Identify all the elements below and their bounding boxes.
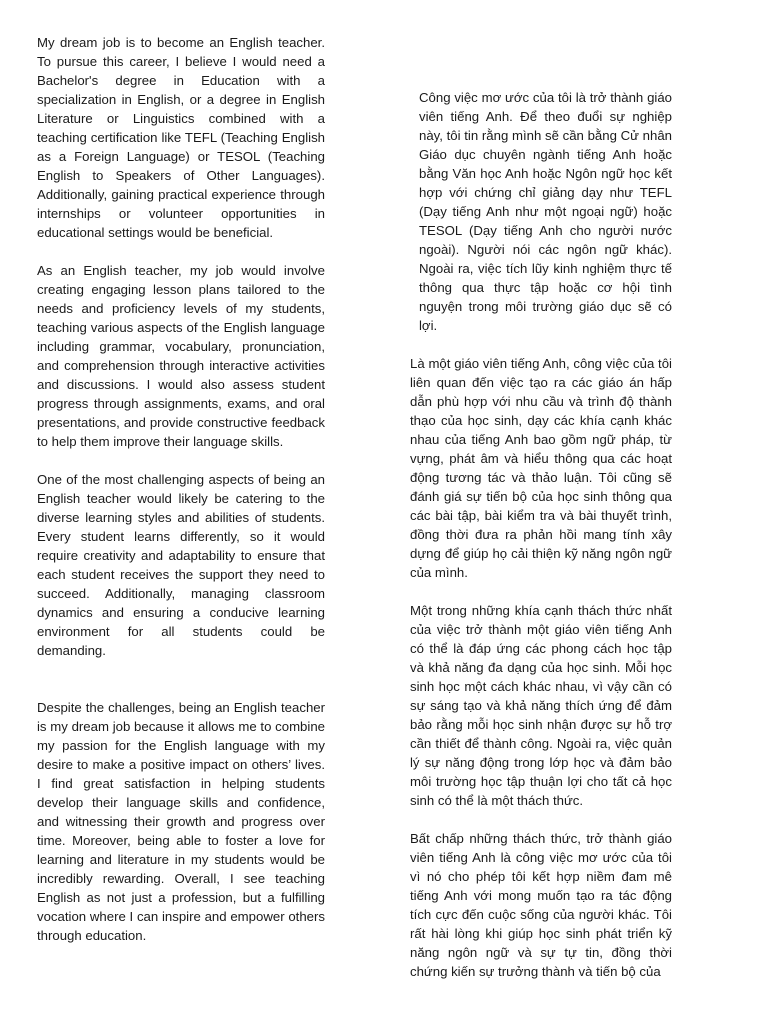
vietnamese-paragraph-4: Bất chấp những thách thức, trở thành giáo viên tiếng Anh là công việc mơ ước của tôi vì nó cho phép tôi kết hợp niềm đam mê tiếng Anh với mong muốn tạo ra tác động tích cực đến cuộc sống của người khác. Tôi rất hài lòng khi giúp học sinh phát triển kỹ năng ngôn ngữ và sự tự tin, đồng thời chứng kiến sự trưởng thành và tiến bộ của <box>410 831 672 979</box>
vietnamese-column <box>410 88 672 981</box>
vietnamese-paragraph-2: Là một giáo viên tiếng Anh, công việc của tôi liên quan đến việc tạo ra các giáo án hấp dẫn phù hợp với nhu cầu và trình độ thành thạo của học sinh, dạy các khía cạnh khác nhau của tiếng Anh bao gồm ngữ pháp, từ vựng, phát âm và hiểu thông qua các hoạt động tương tác và thảo luận. Tôi cũng sẽ đánh giá sự tiến bộ của học sinh thông qua các bài tập, bài kiểm tra và bài thuyết trình, đồng thời đưa ra phản hồi mang tính xây dựng để giúp họ cải thiện kỹ năng ngôn ngữ của mình. <box>410 356 672 580</box>
english-column <box>37 33 325 945</box>
english-paragraph-4: Despite the challenges, being an English teacher is my dream job because it allows me to combine my passion for the English language with my desire to make a positive impact on others’ lives. I find great satisfaction in helping students develop their language skills and confidence, and witnessing their growth and progress over time. Moreover, being able to foster a love for learning and literature in my students would be incredibly rewarding. Overall, I see teaching English as not just a profession, but a fulfilling vocation where I can inspire and empower others through education. <box>37 700 325 943</box>
english-paragraph-2: As an English teacher, my job would involve creating engaging lesson plans tailored to the needs and proficiency levels of my students, teaching various aspects of the English language including grammar, vocabulary, pronunciation, and comprehension through interactive activities and discussions. I would also assess student progress through assignments, exams, and oral presentations, and provide constructive feedback to help them improve their language skills. <box>37 263 325 449</box>
english-paragraph-3: One of the most challenging aspects of being an English teacher would likely be catering to the diverse learning styles and abilities of students. Every student learns differently, so it would require creativity and adaptability to ensure that each student receives the support they need to succeed. Additionally, managing classroom dynamics and ensuring a conducive learning environment for all students could be demanding. <box>37 472 325 658</box>
vietnamese-paragraph-3: Một trong những khía cạnh thách thức nhất của việc trở thành một giáo viên tiếng Anh có thể là đáp ứng các phong cách học tập và khả năng đa dạng của học sinh. Mỗi học sinh học một cách khác nhau, vì vậy cần có sự sáng tạo và khả năng thích ứng để đảm bảo rằng mỗi học sinh nhận được sự hỗ trợ cần thiết để thành công. Ngoài ra, việc quản lý sự năng động trong lớp học và đảm bảo môi trường học tập thuận lợi cho tất cả học sinh có thể là một thách thức. <box>410 603 672 808</box>
vietnamese-paragraph-1: Công việc mơ ước của tôi là trở thành giáo viên tiếng Anh. Để theo đuổi sự nghiệp này, tôi tin rằng mình sẽ cần bằng Cử nhân Giáo dục chuyên ngành tiếng Anh hoặc bằng Văn học Anh hoặc Ngôn ngữ học kết hợp với chứng chỉ giảng dạy như TEFL (Dạy tiếng Anh như một ngoại ngữ) hoặc TESOL (Dạy tiếng Anh cho người nước ngoài). Người nói các ngôn ngữ khác). Ngoài ra, việc tích lũy kinh nghiệm thực tế thông qua thực tập hoặc cơ hội tình nguyện trong môi trường giáo dục sẽ có lợi. <box>419 90 672 333</box>
english-paragraph-1: My dream job is to become an English teacher. To pursue this career, I believe I would need a Bachelor's degree in Education with a specialization in English, or a degree in English Literature or Linguistics combined with a teaching certification like TEFL (Teaching English as a Foreign Language) or TESOL (Teaching English to Speakers of Other Languages). Additionally, gaining practical experience through internships or volunteer opportunities in educational settings would be beneficial. <box>37 35 325 240</box>
